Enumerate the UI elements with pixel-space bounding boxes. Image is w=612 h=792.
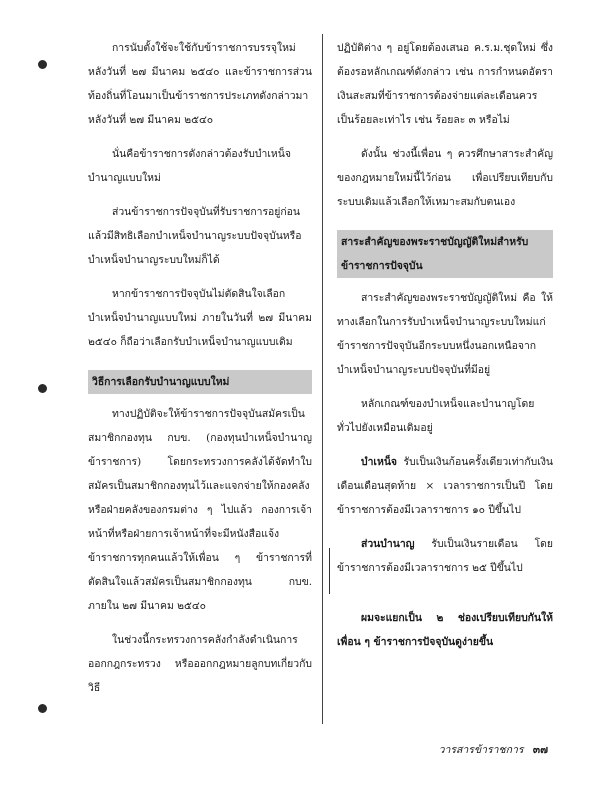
paragraph: การนับตั้งใช้จะใช้กับข้าราชการบรรจุใหม่หลังวันที่ ๒๗ มีนาคม ๒๕๔๐ และข้าราชการส่วนท้องถิ่นที่โอนมาเป็นข้าราชการประเภทดังกล่าวมาหลังวันที่ ๒๗ มีนาคม ๒๕๔๐ xyxy=(88,42,312,126)
section-heading xyxy=(337,230,553,278)
binder-hole xyxy=(38,60,47,69)
paragraph: ดังนั้น ช่วงนี้เพื่อน ๆ ควรศึกษาสาระสำคัญของกฎหมายใหม่นี้ไว้ก่อน เพื่อเปรียบเทียบกับระบบเดิมแล้วเลือกให้เหมาะสมกับตนเอง xyxy=(337,148,553,208)
paragraph: ส่วนข้าราชการปัจจุบันที่รับราชการอยู่ก่อนแล้วมีสิทธิเลือกบำเหน็จบำนาญระบบปัจจุบันหรือบำเหน็จบำนาญระบบใหม่ก็ได้ xyxy=(88,206,302,266)
paragraph: หลักเกณฑ์ของบำเหน็จและบำนาญโดยทั่วไปยังเหมือนเดิมอยู่ xyxy=(337,398,535,434)
binder-hole xyxy=(38,384,47,393)
column-divider xyxy=(322,34,323,724)
paragraph xyxy=(337,532,553,580)
paragraph: ปฏิบัติต่าง ๆ อยู่โดยต้องเสนอ ค.ร.ม.ชุดใหม่ ซึ่งต้องรอหลักเกณฑ์ดังกล่าว เช่น การกำหนดอัตราเงินสะสมที่ข้าราชการต้องจ่ายแต่ละเดือนควรเป็นร้อยละเท่าไร เช่น ร้อยละ ๓ หรือไม่ xyxy=(337,42,553,126)
term-label: บำเหน็จ xyxy=(361,456,398,468)
paragraph: ในช่วงนี้กระทรวงการคลังกำลังดำเนินการออกกฎกระทรวง หรือออกกฎหมายลูกบทเกี่ยวกับวิธี xyxy=(88,634,312,694)
paragraph: สาระสำคัญของพระราชบัญญัติใหม่ คือ ให้ทางเลือกในการรับบำเหน็จบำนาญระบบใหม่แก่ข้าราชการปัจจุบันอีกระบบหนึ่งนอกเหนือจากบำเหน็จบำนาญระบบปัจจุบันที่มีอยู่ xyxy=(337,292,553,376)
paragraph xyxy=(337,450,553,522)
paragraph: ผมจะแยกเป็น ๒ ช่องเปรียบเทียบกันให้เพื่อน ๆ ข้าราชการปัจจุบันดูง่ายขึ้น xyxy=(337,612,553,648)
page-number: ๓๗ xyxy=(532,744,548,756)
left-column xyxy=(88,36,312,710)
binder-hole xyxy=(38,704,47,713)
section-heading-line: ข้าราชการปัจจุบัน xyxy=(341,260,423,272)
right-column xyxy=(337,36,553,664)
page-footer xyxy=(439,741,548,758)
publication-name: วารสารข้าราชการ xyxy=(438,744,524,756)
section-heading-line: สาระสำคัญของพระราชบัญญัติใหม่สำหรับ xyxy=(341,236,529,248)
paragraph: ทางปฏิบัติจะให้ข้าราชการปัจจุบันสมัครเป็นสมาชิกกองทุน กบข. (กองทุนบำเหน็จบำนาญข้าราชการ) โดยกระทรวงการคลังได้จัดทำใบสมัครเป็นสมาชิกกองทุนไว้และแจกจ่ายให้กองคลังหรือฝ่ายคลังของกรมต่าง ๆ ไปแล้ว กองการเจ้าหน้าที่หรือฝ่ายการเจ้าหน้าที่จะมีหนังสือแจ้งข้าราชการทุกคนแล้วให้เพื่อน ๆ ข้าราชการที่ตัดสินใจแล้วสมัครเป็นสมาชิกกองทุน กบข. ภายใน ๒๗ มีนาคม ๒๕๔๐ xyxy=(88,408,312,612)
term-text: รับเป็นเงินรายเดือน โดยข้าราชการต้องมีเวลาราชการ ๒๕ ปีขึ้นไป xyxy=(337,538,553,574)
section-heading: วิธีการเลือกรับบำนาญแบบใหม่ xyxy=(88,370,312,394)
paragraph: นั่นคือข้าราชการดังกล่าวต้องรับบำเหน็จบำนาญแบบใหม่ xyxy=(88,148,291,184)
margin-bracket xyxy=(329,548,336,594)
paragraph: หากข้าราชการปัจจุบันไม่ตัดสินใจเลือกบำเหน็จบำนาญแบบใหม่ ภายในวันที่ ๒๗ มีนาคม ๒๕๔๐ ก็ถือว่าเลือกรับบำเหน็จบำนาญแบบเดิม xyxy=(88,288,312,348)
term-text: รับเป็นเงินก้อนครั้งเดียวเท่ากับเงินเดือนเดือนสุดท้าย × เวลาราชการเป็นปี โดยข้าราชการต้องมีเวลาราชการ ๑๐ ปีขึ้นไป xyxy=(337,456,553,516)
term-label: ส่วนบำนาญ xyxy=(361,538,415,550)
